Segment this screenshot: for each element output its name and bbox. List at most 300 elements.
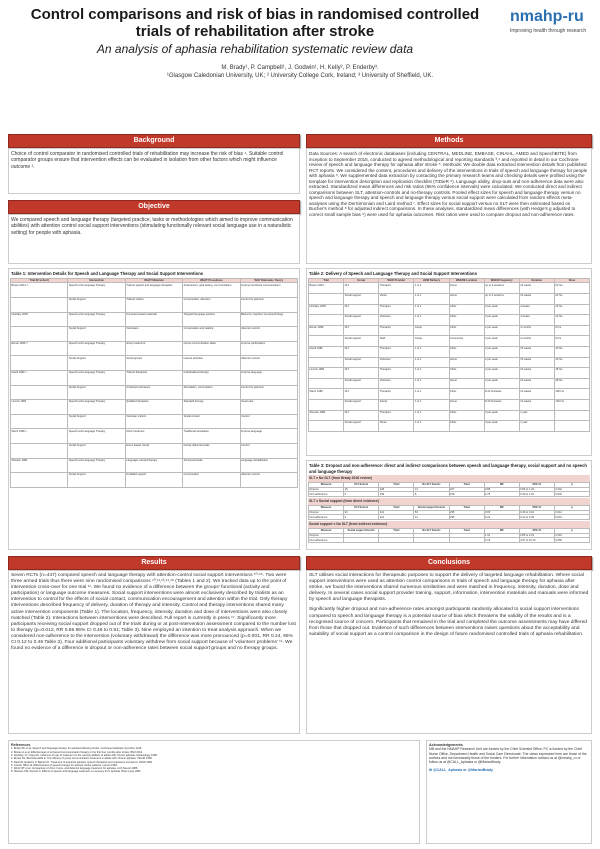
table2-cell: Therapist [379,389,414,400]
background-heading: Background [8,134,300,148]
table3-cell: 53 [414,510,449,515]
table3-header-cell: RR [484,528,519,533]
table3-cell: 14 [414,487,449,492]
table2-cell: 1 to 1 [414,346,449,357]
table1-cell: Hinckley 2005 [11,312,68,327]
table2-cell: 100 hrs [554,389,589,400]
table2-cell: 5 hrs [554,325,589,336]
table1-cell: Language oriented therapy [125,458,182,473]
table2-cell: Clinic [449,325,484,336]
table2-cell: 2 per week [484,346,519,357]
table2-cell: 4 months [519,336,554,347]
table3-cell: 0.056 [554,538,589,543]
conclusions-heading: Conclusions [306,556,592,570]
table2-cell: 2 per week [484,357,519,368]
table3-cell: 159 [449,492,484,497]
table2-cell [309,399,344,410]
table3-header-cell: No SLT Events [414,528,449,533]
table3-block-table [308,528,590,543]
table2-cell: Clinic [449,410,484,421]
table2-cell: Clinic [449,389,484,400]
table2-cell: Social support [344,421,379,432]
table2-header-cell: Trial [309,278,344,283]
table2-cell: 8-10 hrs/week [484,389,519,400]
table2-cell: 1 to 1 [414,389,449,400]
table2-cell: Home [449,357,484,368]
reference-item: 8. Shewan CM, Kertesz A. Effects of speech and language treatment on recovery from aphasia. Brain Lang 1984. [11,770,142,774]
table2-cell: Social support [344,357,379,368]
table1-cell: Structured tasks [183,458,240,473]
table1-cell: Conversation [183,473,240,488]
table3-cell: 0.65 [484,510,519,515]
reference-item: 6. Lincoln NB et al. Effectiveness of speech therapy for aphasic stroke patients. Lancet 1984. [11,763,118,767]
table2-cell: Group [414,336,449,347]
table2-cell: Nurse [379,421,414,432]
table1-cell: Trained speech and language therapists [125,283,182,298]
table2-cell: Home [449,378,484,389]
background-text: Choice of control comparator in randomised controlled trials of rehabilitation may increase the risk of bias ¹. Suitable control comparator groups ensure that intervention effects can be evaluated in isolation from other factors which might influence outcome ². [11,151,284,170]
table1-cell: Social contact [183,414,240,429]
reference-item: 2. Bowen A et al. Effectiveness of enhanced communication therapy in the first four months after stroke. BMJ 2012. [11,750,143,754]
table3-block-table [308,482,590,497]
table1-cell: Speech and Language Therapy [68,429,125,444]
table3-cell: 6 [344,492,379,497]
table2-cell: Group [414,325,449,336]
table3-cell: 0.12 to 0.46 [519,515,554,520]
table1-row [11,385,298,400]
table2-cell: 1 to 1 [414,357,449,368]
table2-cell: 12 hrs [554,315,589,326]
table1-cell: Traditional stimulation [183,429,240,444]
table2-cell: 16 weeks [519,283,554,294]
table1-cell: Group communication tasks [183,341,240,356]
table2-row [309,378,590,389]
table2-row [309,410,590,421]
table3-header-cell: Social support Events [344,528,379,533]
table2-cell: 5 hrs [554,336,589,347]
table2-cell [309,421,344,432]
table3-header-cell: Measure [309,505,344,510]
table3-cell: 0.540 [554,492,589,497]
table2-cell: 1 year [519,410,554,421]
table2-cell: 1 to 1 [414,293,449,304]
table2-cell: up to 3 sessions [484,283,519,294]
table3-cell [344,538,379,543]
table2-row [309,421,590,432]
table1-title: Table 1: Intervention Details for Speech and Language Therapy and Social Support Interventions [11,271,204,276]
table2-cell: SLT [344,325,379,336]
table1-cell: Improve participation [240,341,297,356]
table1-cell: Speech and Language Therapy [68,312,125,327]
table3-cell: Dropout [309,487,344,492]
table3-header-cell: p [554,482,589,487]
table1-row [11,473,298,488]
table2-cell: 1 to 1 [414,421,449,432]
table3-title: Table 3: Dropout and non-adherence: direct and indirect comparisons between speech and language therapy, social support and no speech and language therapy [309,463,587,474]
table3-cell: 212 [379,510,414,515]
table2-cell: 1 to 1 [414,315,449,326]
table1-cell: Improve language [240,429,297,444]
table1-cell [11,443,68,458]
table3-header-cell: 95% CI [519,528,554,533]
references-heading: References [11,743,31,747]
table3-cell [449,538,484,543]
table2-cell: Clinic [449,421,484,432]
table3-cell: 33 [344,510,379,515]
table1-cell: Control for attention [240,385,297,400]
table3-cell: 0.24 [484,515,519,520]
table1-cell: Family-delivered tasks [183,443,240,458]
table2-cell: 3 per week [484,304,519,315]
table2-cell: 1 year [519,421,554,432]
table3-cell: 0.342 [554,487,589,492]
table3-cell: 227 [449,487,484,492]
table1-cell: Untrained volunteers [125,385,182,400]
table3-cell [379,538,414,543]
table2-cell: Therapist [379,304,414,315]
table2-cell: Volunteer [379,315,414,326]
table1-cell: Standard therapy [183,400,240,415]
table1-cell: Bowen 2012 ¹⁰ [11,283,68,298]
table2-cell: 48 hrs [554,378,589,389]
table2-panel [306,268,592,456]
table2-cell: 15 weeks [519,357,554,368]
table1-cell: Trained visitors [125,297,182,312]
table1-cell [11,473,68,488]
conclusions-text-2: Significantly higher dropout and non-adherence rates amongst participants randomly allocated to social support interventions compared to speech and language therapy is a potential source of bias which threatens the validity of the results and is a recognised source of concern. Participants that remained in the trial and completed the outcome assessments may have differed from those that dropped out. Evidence of such differences between interventions raises questions about the acceptability and suitability of social support as a control comparison in the design of future randomised controlled trials of aphasia rehabilitation. [309,607,588,637]
table2-cell: 24 weeks [519,368,554,379]
table1 [10,278,298,488]
table1-cell: Unskilled support [125,473,182,488]
table2-cell: 12 weeks [519,399,554,410]
table2-cell: 3 per week [484,315,519,326]
table1-cell: Speech and Language Therapy [68,341,125,356]
table1-cell: Group treatment [125,341,182,356]
table2-row [309,304,590,315]
table2-cell: 1 to 1 [414,410,449,421]
table2-cell: Volunteer [379,357,414,368]
reference-item: 5. David R, Enderby P, Bainton D. Treatment of acquired aphasia: speech therapists and volunteers compared. JNNP 1982. [11,760,153,764]
table1-cell: Attention control [240,327,297,342]
results-panel [8,570,300,734]
table3-cell: 235 [449,515,484,520]
table2-cell [309,336,344,347]
table2-cell: 1 to 1 [414,399,449,410]
table2-cell: 100 hrs [554,399,589,410]
table2-cell: Social support [344,293,379,304]
table1-row [11,297,298,312]
table2-row [309,357,590,368]
table2-cell: 24 weeks [519,378,554,389]
table3-header-cell: Total [379,482,414,487]
table2-cell: 15 weeks [519,346,554,357]
table1-cell: Volunteer visitors [125,414,182,429]
table1-cell: Social groups [125,356,182,371]
table1-cell: Leisure activities [183,356,240,371]
table2-cell [309,378,344,389]
table2-cell: SLT [344,283,379,294]
table2-cell: 3 per week [484,410,519,421]
table2-header-cell: Dose [554,278,589,283]
table3-cell: Non-adherence [309,515,344,520]
table2-cell [309,315,344,326]
table3-block-label: SLT v Social support (from direct evidence) [308,498,590,505]
table1-cell: Speech and Language Therapy [68,458,125,473]
background-panel [8,148,300,194]
table2-cell: 2 per week [484,368,519,379]
table2-row [309,283,590,294]
results-heading: Results [8,556,300,570]
table2-cell: 4 months [519,325,554,336]
table1-cell: Trained therapists [125,370,182,385]
table2-cell: SLT [344,368,379,379]
methods-text: Data Sources: A search of electronic databases (including CENTRAL, MEDLINE, EMBASE, CINAHL, AMED and SpeechBITE) from inception to September 2015, conducted to agreed methodological and reporting standards ³,⁴ and reported in detail in our Cochrane review of speech and language therapy for aphasia after stroke ⁵. Methods: We double data extracted intervention details from published RCT reports. We considered the content, procedures and delivery of the interventions in trials of speech and language therapy for people with aphasia ⁵. We supplemented data extraction by contacting the primary research teams and checking details were profiled using the template for intervention description and replication checklist (TIDieR ⁶). Language ability, drop-outs and non-adherence data were also extracted. Standardized mean differences and risk ratios (95% confidence intervals) were calculated. We conducted direct and indirect comparisons between SLT, attention-controls and no-therapy controls. Pooled effect sizes for speech and language therapy versus no speech and language therapy and speech and language therapy versus social support were calculated from random effects meta-analyses using the DerSimonian and Laird method ⁷. Effect sizes for social support versus no SLT were then estimated based on Bucher's method ⁸ for adjusted indirect comparisons. In these analyses, standardized mean differences (with Hedge's g adjusted to correct small sample bias ⁹) were used for aphasia outcomes. Risk ratios were used to compare dropout and non-adherence rates. [309,151,588,218]
table2-cell: 1 to 1 [414,304,449,315]
table3-cell: 0.001 [554,515,589,520]
acknowledgements-panel [426,740,592,844]
table3-header-cell: Total [449,482,484,487]
table2-cell: 22 hrs [554,293,589,304]
table1-cell: Home based, family [125,443,182,458]
table1-cell: Clinic treatment [125,429,182,444]
table2-cell: David 1982 [309,346,344,357]
table3-cell: 0.30 to 1.91 [519,492,554,497]
objective-panel [8,214,300,264]
table2-cell: Clinic [449,346,484,357]
table1-row [11,283,298,298]
poster-subtitle: An analysis of aphasia rehabilitation systematic review data [96,42,414,56]
table2-cell: Volunteer [379,378,414,389]
table2-cell: Social support [344,315,379,326]
table3-cell: 31 [414,515,449,520]
table1-cell: Targeted language practice [183,312,240,327]
table3-row [309,492,590,497]
table2-cell: Clinic [449,304,484,315]
table2-cell: 1 to 1 [414,378,449,389]
table1-cell: Elman 1999 ¹³ [11,341,68,356]
table3-header-cell: Total [379,505,414,510]
table2-cell: Therapist [379,368,414,379]
table3-cell: 0.75 [484,492,519,497]
table2-cell: 30 hrs [554,346,589,357]
table2-cell: Shewan 1984 [309,410,344,421]
table1-cell: Conversation and reading [183,327,240,342]
table2-header-cell: WHO Provider [379,278,414,283]
table1-cell [11,356,68,371]
nmahp-logo [510,8,590,48]
table2-cell: 16 weeks [519,293,554,304]
table2-cell: Therapist [379,410,414,421]
table2-cell: Therapist [379,346,414,357]
methods-heading: Methods [306,134,592,148]
table3-cell: 1.31 [484,533,519,538]
table1-row [11,414,298,429]
table2-cell: Wertz 1986 [309,389,344,400]
table2-header-cell: WHERE Location [449,278,484,283]
table2-cell: 2 per week [484,325,519,336]
table1-header-cell: WHAT Materials [125,278,182,283]
table2-cell [309,357,344,368]
references-list [11,747,417,773]
table1-cell: Social Support [68,443,125,458]
table2-cell: Staff [379,336,414,347]
table2-row [309,399,590,410]
table3-cell: 159 [379,492,414,497]
table2-cell: 30 hrs [554,357,589,368]
table1-cell: Usual care [240,400,297,415]
table2-cell: SLT [344,304,379,315]
table1-cell: Shewan 1984 [11,458,68,473]
table3-row [309,538,590,543]
table2-header-cell: WHEN Frequency [484,278,519,283]
table2-cell: Social support [344,336,379,347]
table2-cell: 8-10 hrs/week [484,399,519,410]
poster-title: Control comparisons and risk of bias in randomised controlled trials of rehabilitation after stroke [30,6,480,40]
table2-cell: SLT [344,346,379,357]
table3-row [309,515,590,520]
table2-cell: 12 hrs [554,304,589,315]
table2-row [309,389,590,400]
table3-header-cell: p [554,505,589,510]
table2-cell: 2 per week [484,336,519,347]
table3-header-cell: RR [484,482,519,487]
table2-cell: 1 to 1 [414,283,449,294]
table2 [308,278,590,432]
table2-cell: 12 weeks [519,389,554,400]
table3-cell: 0.86 to 1.33 [519,487,554,492]
table1-cell: Attention control [240,356,297,371]
table2-cell: Family [379,399,414,410]
table2-cell: Visitor [379,293,414,304]
table3-header-cell: 95% CI [519,505,554,510]
table3-cell: 6 [344,515,379,520]
affiliations: ¹Glasgow Caledonian University, UK; ² University College Cork, Ireland; ³ University of Sheffield, UK. [166,73,434,79]
twitter-icon: ✉ [429,767,434,772]
table1-header-cell: Trial (N=cohort) [11,278,68,283]
table3-header-cell: 95% CI [519,482,554,487]
table2-cell: Therapist [379,283,414,294]
table1-cell: Stimulation, conversation [183,385,240,400]
table1-cell: Volunteers [125,327,182,342]
table2-cell: Community [449,336,484,347]
table2-row [309,315,590,326]
table1-cell [11,414,68,429]
references-panel [8,740,420,844]
table3-header-cell: Measure [309,528,344,533]
table1-cell: Conversation, attention [183,297,240,312]
table3-header-cell: No SLT Events [414,482,449,487]
table1-row [11,356,298,371]
table3-header-cell: SLT Events [344,505,379,510]
table2-cell: Hinckley 2005 [309,304,344,315]
author-list: M. Brady¹, P. Campbell¹, J. Godwin¹, H. Kelly², P. Enderby³. [221,65,379,71]
table3-cell: Non-adherence [309,538,344,543]
table3-header-cell: Total [379,528,414,533]
reference-item: 1. Brady MC et al. Speech and language therapy for aphasia following stroke. Cochrane Database Syst Rev 2016. [11,747,143,751]
table3-header-cell: Total [449,528,484,533]
table2-cell: up to 3 sessions [484,293,519,304]
table1-header-cell: WHAT Procedures [183,278,240,283]
table2-cell: 4 weeks [519,315,554,326]
table1-row [11,443,298,458]
table3-cell: Dropout [309,533,344,538]
table3-panel [306,460,592,550]
table2-row [309,368,590,379]
table3-cell: 0.219 [554,533,589,538]
table2-cell: 2 per week [484,378,519,389]
table1-cell: Speech and Language Therapy [68,370,125,385]
table2-header-cell: Duration [519,278,554,283]
table1-cell: Based on cognitive neuropsychology [240,312,297,327]
table1-cell: Improve functional communication [240,283,297,298]
table2-row [309,346,590,357]
table1-cell: Qualified therapists [125,400,182,415]
table3-cell: 0.85 to 2.01 [519,533,554,538]
table3-blocks [308,475,590,543]
twitter-handles: @CALL_Aphasia or @MarianBrady [433,767,493,772]
table1-cell: Assessment, goal setting, communication [183,283,240,298]
table2-row [309,336,590,347]
table2-cell: Home [449,293,484,304]
objective-text: We compared speech and language therapy (targeted practice, tasks or methodologies which aimed to improve communication abilities) with attention control social support interventions (stimulating functionally relevant social language use in a naturalistic setting) for people with aphasia. [11,217,293,236]
table2-cell: Elman 1999 [309,325,344,336]
table1-cell: Social Support [68,414,125,429]
table3-header-cell: Social support Events [414,505,449,510]
table3-header-cell: RR [484,505,519,510]
table3-block-label: SLT v No SLT (from Brady 2016 review) [308,475,590,482]
table2-row [309,325,590,336]
conclusions-panel [306,570,592,734]
acknowledgements-text: MB and the NMAHP Research Unit are funded by the Chief Scientist Office; PC is funded by the Chief Nurse Office, Department Health and Social Care Directorate. The views expressed here are those of the authors and not necessarily those of the funders. For further information contact us at @nmahp_ru or follow us at @CALL_Aphasia or @MarianBrady [429,747,587,765]
table1-cell [11,385,68,400]
table3-cell: 0.97 to 10.15 [519,538,554,543]
table2-cell: SLT [344,389,379,400]
methods-panel [306,148,592,264]
table2-cell: Therapist [379,325,414,336]
table3-header-cell: p [554,528,589,533]
table1-row [11,327,298,342]
table1-panel [8,268,300,550]
objective-heading: Objective [8,200,300,214]
table2-cell: Lincoln 1984 [309,368,344,379]
table1-cell: Speech and Language Therapy [68,283,125,298]
table2-cell [309,293,344,304]
table1-cell: Social Support [68,327,125,342]
table3-cell: Non-adherence [309,492,344,497]
table3-cell: 8 [414,492,449,497]
table1-header-cell: Intervention [68,278,125,283]
authors-block [20,64,580,80]
table2-cell: Clinic [449,368,484,379]
twitter-contact[interactable] [429,768,589,772]
table3-cell: 0.012 [554,510,589,515]
table3-header-cell: SLT Events [344,482,379,487]
reference-item: 4. Elman RJ, Bernstein-Ellis E. The efficacy of group communication treatment in adults with chronic aphasia. JSLHR 1999. [11,757,153,761]
table1-cell: Speech and Language Therapy [68,400,125,415]
table2-cell: 4 weeks [519,304,554,315]
table3-cell: 0.46 to 0.91 [519,510,554,515]
table1-cell: Computer-based materials [125,312,182,327]
table1-cell: Individualised therapy [183,370,240,385]
table1-row [11,341,298,356]
table2-cell: Social support [344,399,379,410]
table2-cell: 22 hrs [554,283,589,294]
table1-cell: Social Support [68,356,125,371]
table2-cell: 1 to 1 [414,368,449,379]
table3-cell: 212 [379,515,414,520]
table1-cell: Attention control [240,473,297,488]
table3-header-cell: Measure [309,482,344,487]
